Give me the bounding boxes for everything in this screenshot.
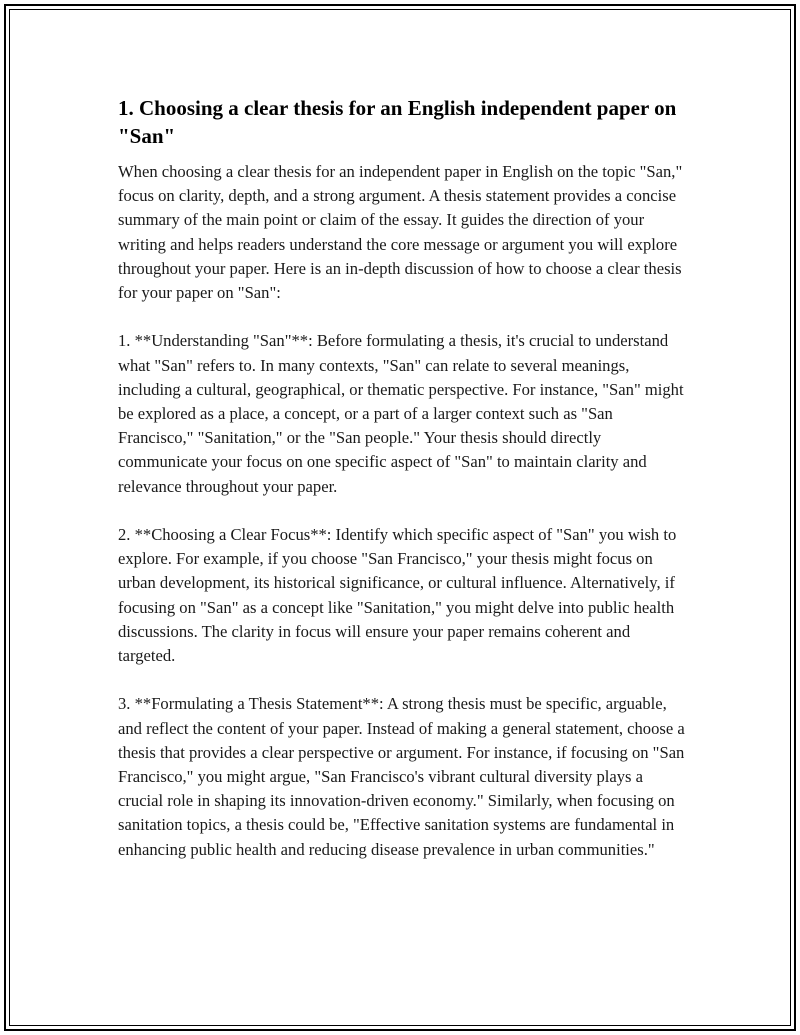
paragraph-choosing-focus: 2. **Choosing a Clear Focus**: Identify which specific aspect of "San" you wish to explore. For example, if you choose "San Francisco," your thesis might focus on urban development, its historical significance, or cultural influence. Alternatively, if focusing on "San" as a concept like "Sanitation," you might delve into public health discussions. The clarity in focus will ensure your paper remains coherent and targeted. [118, 525, 677, 666]
paragraph-formulating-thesis: 3. **Formulating a Thesis Statement**: A strong thesis must be specific, arguable, and reflect the content of your paper. Instead of making a general statement, choose a thesis that provides a clear perspective or argument. For instance, if focusing on "San Francisco," you might argue, "San Francisco's vibrant cultural diversity plays a crucial role in shaping its innovation-driven economy." Similarly, when focusing on sanitation topics, a thesis could be, "Effective sanitation systems are fundamental in enhancing public health and reducing disease prevalence in urban communities." [118, 694, 685, 859]
paragraph-intro: When choosing a clear thesis for an independent paper in English on the topic "San," focus on clarity, depth, and a strong argument. A thesis statement provides a concise summary of the main point or claim of the essay. It guides the direction of your writing and helps readers understand the core message or argument you will explore throughout your paper. Here is an in-depth discussion of how to choose a clear thesis for your paper on "San": [118, 162, 683, 303]
document-body [118, 94, 688, 886]
section-title: 1. Choosing a clear thesis for an English independent paper on "San" [118, 96, 677, 148]
paragraph-understanding-san: 1. **Understanding "San"**: Before formulating a thesis, it's crucial to understand what "San" refers to. In many contexts, "San" can relate to several meanings, including a cultural, geographical, or thematic perspective. For instance, "San" might be explored as a place, a concept, or a part of a larger context such as "San Francisco," "Sanitation," or the "San people." Your thesis should directly communicate your focus on one specific aspect of "San" to maintain clarity and relevance throughout your paper. [118, 331, 684, 496]
